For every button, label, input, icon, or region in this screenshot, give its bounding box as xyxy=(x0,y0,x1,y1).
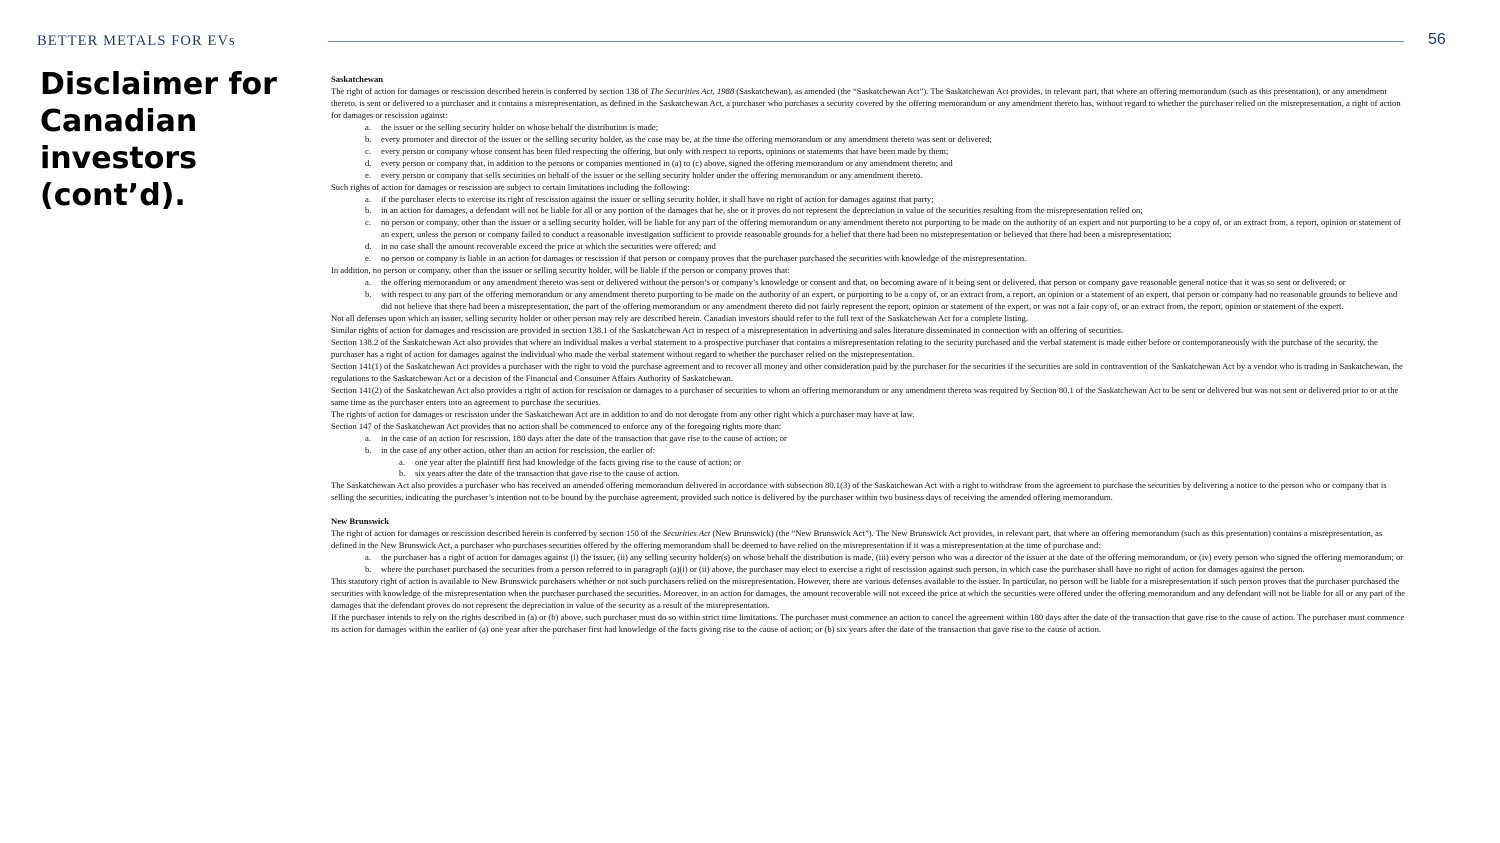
list-text: every promoter and director of the issuer or the selling security holder, as the case may be, at the time the offering memorandum or any amendment thereto was sent or delivered; xyxy=(381,133,992,144)
paragraph-text: The right of action for damages or rescission described herein is conferred by section 150 of the xyxy=(331,528,663,539)
section-spacer xyxy=(331,504,1406,516)
list-text: no person or company, other than the issuer or a selling security holder, will be liable for any part of the offering memorandum or any amendment thereto not purporting to be made on the authority of an expert and not purporting to be a copy of, or an extract from, a report, opinion or statement of an expert, unless the person or company failed to conduct a reasonable investigation sufficient to provide reasonable grounds for a belief that there had been no misrepresentation or believed that there had been a misrepresentation; xyxy=(381,217,1401,240)
paragraph-text: (New Brunswick) (the “New Brunswick Act”). The New Brunswick Act provides, in relevant part, that where an offering memorandum (such as this presentation) contains a misrepresentation, as defined in the New Brunswick Act, a purchaser who purchases securities offered by the offering memorandum shall be deemed to have relied on the misrepresentation if it was a misrepresentation at the time of purchase and: xyxy=(331,528,1383,551)
list-text: if the purchaser elects to exercise its right of rescission against the issuer or selling security holder, it shall have no right of action for damages against that party; xyxy=(381,193,934,204)
paragraph: Similar rights of action for damages and rescission are provided in section 138.1 of the Saskatchewan Act in respect of a misrepresentation in advertising and sales literature disseminated in connection with an offering of securities. xyxy=(331,325,1124,336)
list-text: every person or company that, in addition to the persons or companies mentioned in (a) to (c) above, signed the offering memorandum or any amendment thereto; and xyxy=(381,157,953,168)
list-item xyxy=(331,277,1406,289)
list-marker: b. xyxy=(365,444,372,455)
list-item xyxy=(331,289,1406,313)
list-marker: b. xyxy=(365,289,372,300)
list-item xyxy=(331,134,1406,146)
act-name: Securities Act xyxy=(662,528,711,539)
list-item xyxy=(331,253,1406,265)
list-text: the offering memorandum or any amendment thereto was sent or delivered without the person’s or company’s knowledge or consent and that, on becoming aware of it being sent or delivered, that person or company gave reasonable general notice that it was so sent or delivered; or xyxy=(381,277,1346,288)
list-item xyxy=(331,445,1406,457)
list-item xyxy=(331,241,1406,253)
act-name: The Securities Act, 1988 xyxy=(650,85,735,96)
paragraph: In addition, no person or company, other than the issuer or selling security holder, will be liable if the person or company proves that: xyxy=(331,265,790,276)
disclaimer-body xyxy=(331,74,1406,636)
list-marker: a. xyxy=(365,277,371,288)
list-item xyxy=(331,122,1406,134)
paragraph: Section 141(1) of the Saskatchewan Act provides a purchaser with the right to void the purchase agreement and to recover all money and other consideration paid by the purchaser for the securities if the securities are sold in contravention of the Saskatchewan Act by a vendor who is trading in Saskatchewan, the regulations to the Saskatchewan Act or a decision of the Financial and Consumer Affairs Authority of Saskatchewan. xyxy=(331,360,1403,383)
list-text: where the purchaser purchased the securities from a person referred to in paragraph (a)(i) or (ii) above, the purchaser may elect to exercise a right of rescission against such person, in which case the purchaser shall have no right of action for damages against the person. xyxy=(381,564,1305,575)
paragraph: Section 138.2 of the Saskatchewan Act also provides that where an individual makes a verbal statement to a prospective purchaser that contains a misrepresentation relating to the security purchased and the verbal statement is made either before or contemporaneously with the purchase of the security, the purchaser has a right of action for damages against the individual who made the verbal statement without regard to whether the purchaser relied on the misrepresentation. xyxy=(331,336,1378,359)
list-item xyxy=(331,158,1406,170)
list-text: in the case of any other action, other than an action for rescission, the earlier of: xyxy=(381,444,656,455)
list-text: the purchaser has a right of action for damages against (i) the issuer, (ii) any selling security holder(s) on whose behalf the distribution is made, (iii) every person who was a director of the issuer at the date of the offering memorandum, or (iv) every person who signed the offering memorandum; or xyxy=(381,552,1404,563)
title-line: Canadian xyxy=(40,104,198,139)
list-text: no person or company is liable in an action for damages or rescission if that person or company proves that the purchaser purchased the securities with knowledge of the misrepresentation. xyxy=(381,253,1027,264)
title-line: investors xyxy=(40,141,198,176)
list-marker: b. xyxy=(365,133,372,144)
list-marker: a. xyxy=(399,456,405,467)
list-item xyxy=(331,170,1406,182)
list-marker: c. xyxy=(365,145,371,156)
sub-list-item xyxy=(331,457,1406,469)
paragraph xyxy=(331,528,1406,552)
paragraph: Not all defenses upon which an issuer, selling security holder or other person may rely are described herein. Canadian investors should refer to the full text of the Saskatchewan Act for a complete listing. xyxy=(331,313,1028,324)
list-marker: e. xyxy=(365,253,371,264)
list-item xyxy=(331,194,1406,206)
section-heading-saskatchewan: Saskatchewan xyxy=(331,74,384,84)
list-text: one year after the plaintiff first had knowledge of the facts giving rise to the cause of action; or xyxy=(415,456,741,467)
paragraph-text: (Saskatchewan), as amended (the “Saskatchewan Act”). The Saskatchewan Act provides, in relevant part, that where an offering memorandum (such as this presentation), or any amendment thereto, is sent or delivered to a purchaser and it contains a misrepresentation, as defined in the Saskatchewan Act, a purchaser who purchases a security covered by the offering memorandum or any amendment thereto has, without regard to whether the purchaser relied on the misrepresentation, a right of action for damages or rescission against: xyxy=(331,85,1401,120)
paragraph: Section 141(2) of the Saskatchewan Act also provides a right of action for rescission or damages to a purchaser of securities to whom an offering memorandum or any amendment thereto was required by Section 80.1 of the Saskatchewan Act to be sent or delivered but was not sent or delivered prior to or at the same time as the purchaser enters into an agreement to purchase the securities. xyxy=(331,384,1399,407)
brand-title: BETTER METALS FOR EVs xyxy=(37,33,236,49)
list-text: with respect to any part of the offering memorandum or any amendment thereto purporting to be made on the authority of an expert, or purporting to be a copy of, or an extract from, a report, an opinion or a statement of an expert, that person or company had no reasonable grounds to believe and did not believe that there had been a misrepresentation, the part of the offering memorandum or any amendment thereto did not fairly represent the report, opinion or statement of the expert, or was not a fair copy of, or an extract from, the report, opinion or statement of the expert. xyxy=(381,289,1398,312)
paragraph: The Saskatchewan Act also provides a purchaser who has received an amended offering memorandum delivered in accordance with subsection 80.1(3) of the Saskatchewan Act with a right to withdraw from the agreement to purchase the securities by delivering a notice to the person who or company that is selling the securities, indicating the purchaser’s intention not to be bound by the purchase agreement, provided such notice is delivered by the purchaser within two business days of receiving the amended offering memorandum. xyxy=(331,480,1387,503)
section-heading-new-brunswick: New Brunswick xyxy=(331,516,390,527)
paragraph xyxy=(331,86,1406,122)
paragraph: The rights of action for damages or rescission under the Saskatchewan Act are in addition to and do not derogate from any other right which a purchaser may have at law. xyxy=(331,408,915,419)
list-text: in no case shall the amount recoverable exceed the price at which the securities were offered; and xyxy=(381,241,716,252)
page-title xyxy=(40,66,310,214)
title-line: (cont’d). xyxy=(40,178,186,213)
list-marker: d. xyxy=(365,241,372,252)
paragraph: Such rights of action for damages or rescission are subject to certain limitations including the following: xyxy=(331,181,690,192)
header-divider xyxy=(328,41,1404,42)
paragraph: This statutory right of action is available to New Brunswick purchasers whether or not such purchasers relied on the misrepresentation. However, there are various defenses available to the issuer. In particular, no person will be liable for a misrepresentation if such person proves that the purchaser purchased the securities with knowledge of the misrepresentation when the purchaser purchased the securities. Moreover, in an action for damages, the amount recoverable will not exceed the price at which the securities were offered under the offering memorandum and any defendant will not be liable for all or any part of the damages that the defendant proves do not represent the depreciation in value of the security as a result of the misrepresentation. xyxy=(331,576,1406,610)
list-item xyxy=(331,146,1406,158)
sub-list-item xyxy=(331,468,1406,480)
list-marker: e. xyxy=(365,169,371,180)
title-line: Disclaimer for xyxy=(40,67,277,102)
list-item xyxy=(331,205,1406,217)
list-item xyxy=(331,433,1406,445)
list-marker: a. xyxy=(365,121,371,132)
list-marker: a. xyxy=(365,552,371,563)
list-item xyxy=(331,552,1406,564)
list-marker: b. xyxy=(399,468,406,479)
list-marker: b. xyxy=(365,564,372,575)
list-text: six years after the date of the transaction that gave rise to the cause of action. xyxy=(415,468,680,479)
list-marker: a. xyxy=(365,432,371,443)
list-marker: c. xyxy=(365,217,371,228)
list-marker: a. xyxy=(365,193,371,204)
paragraph: Section 147 of the Saskatchewan Act provides that no action shall be commenced to enforce any of the foregoing rights more than: xyxy=(331,420,782,431)
list-text: every person or company whose consent has been filed respecting the offering, but only with respect to reports, opinions or statements that have been made by them; xyxy=(381,145,949,156)
page-number: 56 xyxy=(1428,31,1446,48)
list-marker: b. xyxy=(365,205,372,216)
list-item xyxy=(331,217,1406,241)
list-marker: d. xyxy=(365,157,372,168)
paragraph-text: The right of action for damages or rescission described herein is conferred by section 138 of xyxy=(331,85,651,96)
list-text: the issuer or the selling security holder on whose behalf the distribution is made; xyxy=(381,121,659,132)
list-text: every person or company that sells securities on behalf of the issuer or the selling security holder under the offering memorandum or any amendment thereto. xyxy=(381,169,923,180)
list-item xyxy=(331,564,1406,576)
paragraph: If the purchaser intends to rely on the rights described in (a) or (b) above, such purchaser must do so within strict time limitations. The purchaser must commence an action to cancel the agreement within 180 days after the date of the transaction that gave rise to the cause of action. The purchaser must commence its action for damages within the earlier of (a) one year after the purchaser first had knowledge of the facts giving rise to the cause of action; or (b) six years after the date of the transaction that gave rise to the cause of action. xyxy=(331,611,1405,634)
list-text: in the case of an action for rescission, 180 days after the date of the transaction that gave rise to the cause of action; or xyxy=(381,432,787,443)
list-text: in an action for damages, a defendant will not be liable for all or any portion of the damages that he, she or it proves do not represent the depreciation in value of the securities resulting from the misrepresentation relied on; xyxy=(381,205,1143,216)
